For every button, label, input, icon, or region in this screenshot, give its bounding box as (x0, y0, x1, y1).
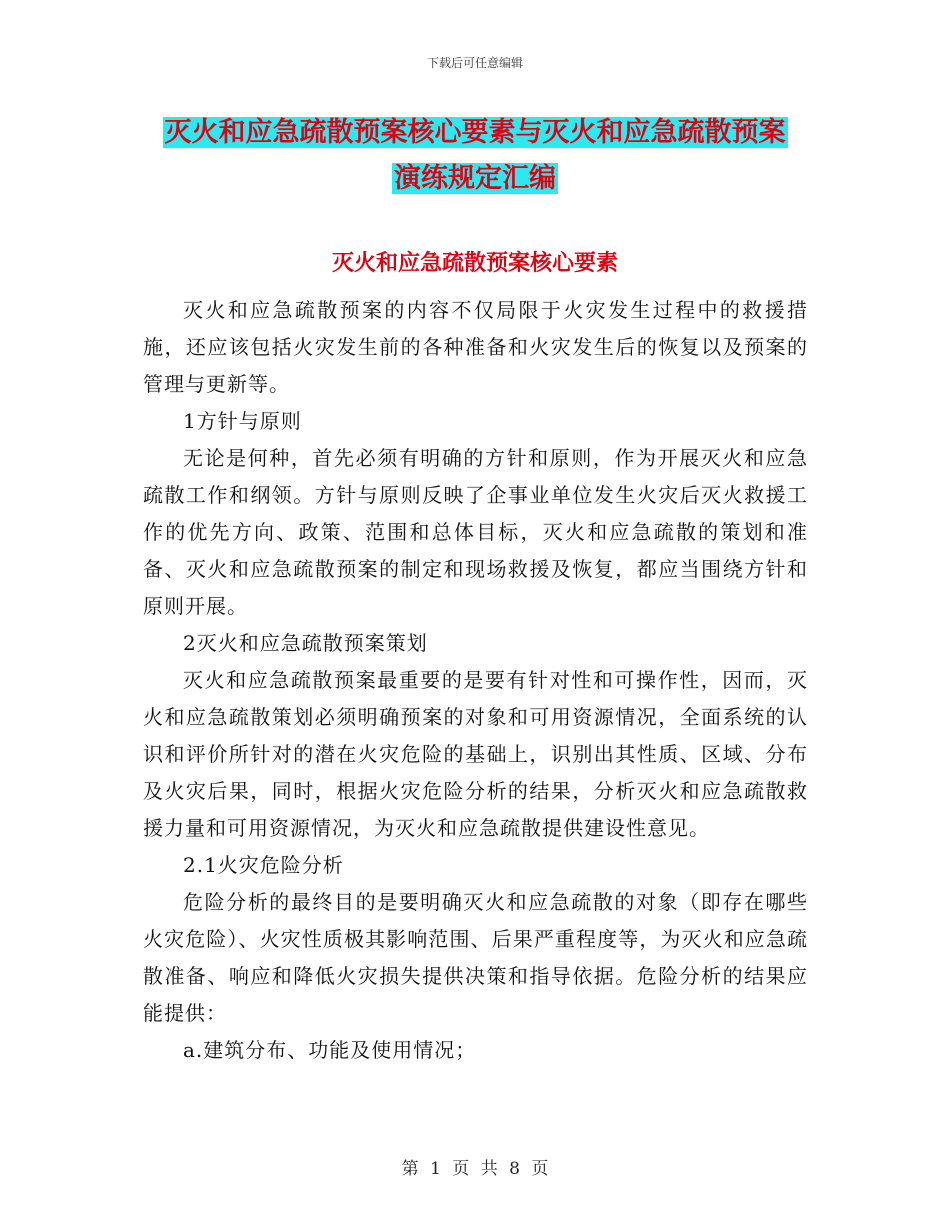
paragraph-intro: 灭火和应急疏散预案的内容不仅局限于火灾发生过程中的救援措施，还应该包括火灾发生前的各种准备和火灾发生后的恢复以及预案的管理与更新等。 (143, 298, 808, 396)
list-item-a: a.建筑分布、功能及使用情况； (183, 1038, 477, 1062)
document-body (143, 292, 808, 1069)
paragraph-planning: 灭火和应急疏散预案最重要的是要有针对性和可操作性，因而，灭火和应急疏散策划必须明确预案的对象和可用资源情况，全面系统的认识和评价所针对的潜在火灾危险的基础上，识别出其性质、区域、分布及火灾后果，同时，根据火灾危险分析的结果，分析灭火和应急疏散救援力量和可用资源情况，为灭火和应急疏散提供建设性意见。 (143, 668, 808, 840)
paragraph-risk-analysis: 危险分析的最终目的是要明确灭火和应急疏散的对象（即存在哪些火灾危险）、火灾性质极其影响范围、后果严重程度等，为灭火和应急疏散准备、响应和降低火灾损失提供决策和指导依据。危险分析的结果应能提供： (143, 890, 808, 1025)
document-title-line2: 演练规定汇编 (394, 163, 556, 194)
document-title-line1: 灭火和应急疏散预案核心要素与灭火和应急疏散预案 (164, 117, 786, 148)
document-title (140, 110, 810, 202)
header-note: 下载后可任意编辑 (426, 56, 523, 70)
heading-planning: 2灭火和应急疏散预案策划 (183, 631, 428, 655)
paragraph-principles: 无论是何种，首先必须有明确的方针和原则，作为开展灭火和应急疏散工作和纲领。方针与原则反映了企事业单位发生火灾后灭火救援工作的优先方向、政策、范围和总体目标，灭火和应急疏散的策划和准备、灭火和应急疏散预案的制定和现场救援及恢复，都应当围绕方针和原则开展。 (143, 446, 808, 618)
page-number: 第 1 页 共 8 页 (401, 1159, 549, 1179)
heading-risk-analysis: 2.1火灾危险分析 (183, 853, 344, 877)
section-title: 灭火和应急疏散预案核心要素 (331, 251, 618, 276)
heading-principles: 1方针与原则 (183, 409, 302, 433)
